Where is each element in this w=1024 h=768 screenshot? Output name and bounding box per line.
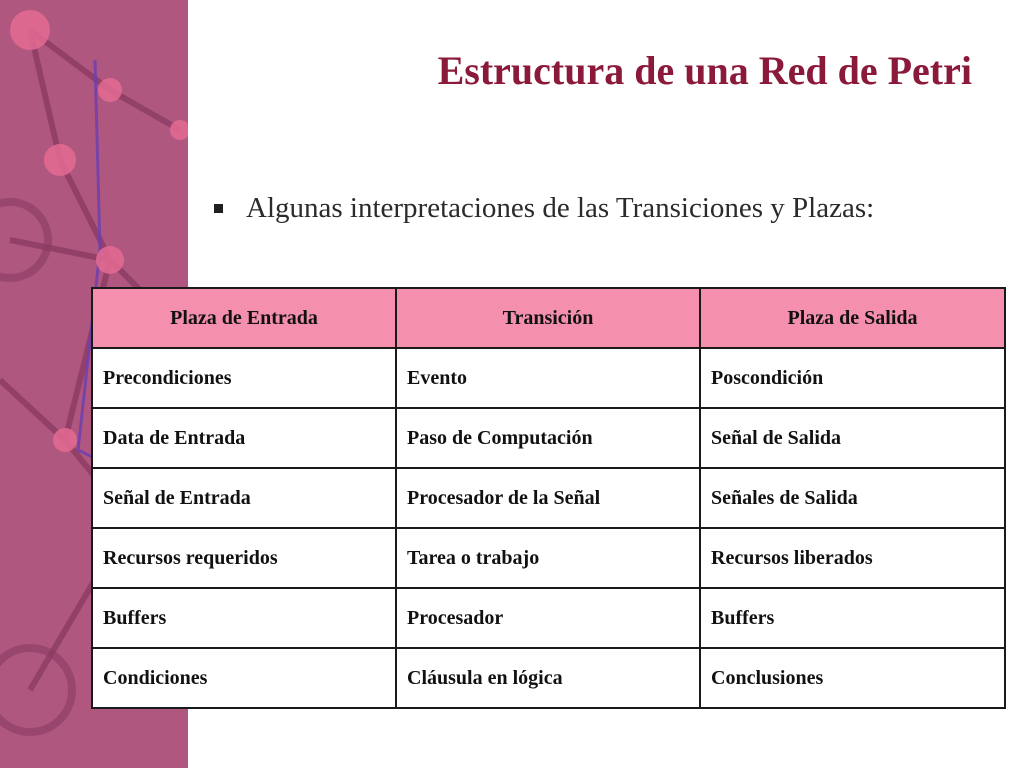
table-cell: Señal de Salida — [700, 408, 1005, 468]
table-cell: Señal de Entrada — [92, 468, 396, 528]
header-plaza-salida: Plaza de Salida — [700, 288, 1005, 348]
header-plaza-entrada: Plaza de Entrada — [92, 288, 396, 348]
table-cell: Procesador de la Señal — [396, 468, 700, 528]
table-cell: Señales de Salida — [700, 468, 1005, 528]
square-bullet-icon — [214, 204, 223, 213]
table-cell: Recursos requeridos — [92, 528, 396, 588]
table-cell: Poscondición — [700, 348, 1005, 408]
table-row — [92, 468, 1005, 528]
bullet-text: Algunas interpretaciones de las Transiciones y Plazas: — [246, 191, 875, 224]
table-cell: Procesador — [396, 588, 700, 648]
table-cell: Paso de Computación — [396, 408, 700, 468]
slide-title: Estructura de una Red de Petri — [437, 48, 972, 93]
table-cell: Buffers — [700, 588, 1005, 648]
petri-interpretations-table — [91, 287, 1006, 709]
table-cell: Evento — [396, 348, 700, 408]
table-cell: Recursos liberados — [700, 528, 1005, 588]
table-cell: Conclusiones — [700, 648, 1005, 708]
table-row — [92, 528, 1005, 588]
table-row — [92, 408, 1005, 468]
table-header-row — [92, 288, 1005, 348]
bullet-item — [214, 186, 1004, 230]
table-row — [92, 588, 1005, 648]
table-cell: Cláusula en lógica — [396, 648, 700, 708]
header-transicion: Transición — [396, 288, 700, 348]
table-cell: Data de Entrada — [92, 408, 396, 468]
table-row — [92, 648, 1005, 708]
table-cell: Tarea o trabajo — [396, 528, 700, 588]
table-cell: Buffers — [92, 588, 396, 648]
table-cell: Condiciones — [92, 648, 396, 708]
table-row — [92, 348, 1005, 408]
table-cell: Precondiciones — [92, 348, 396, 408]
